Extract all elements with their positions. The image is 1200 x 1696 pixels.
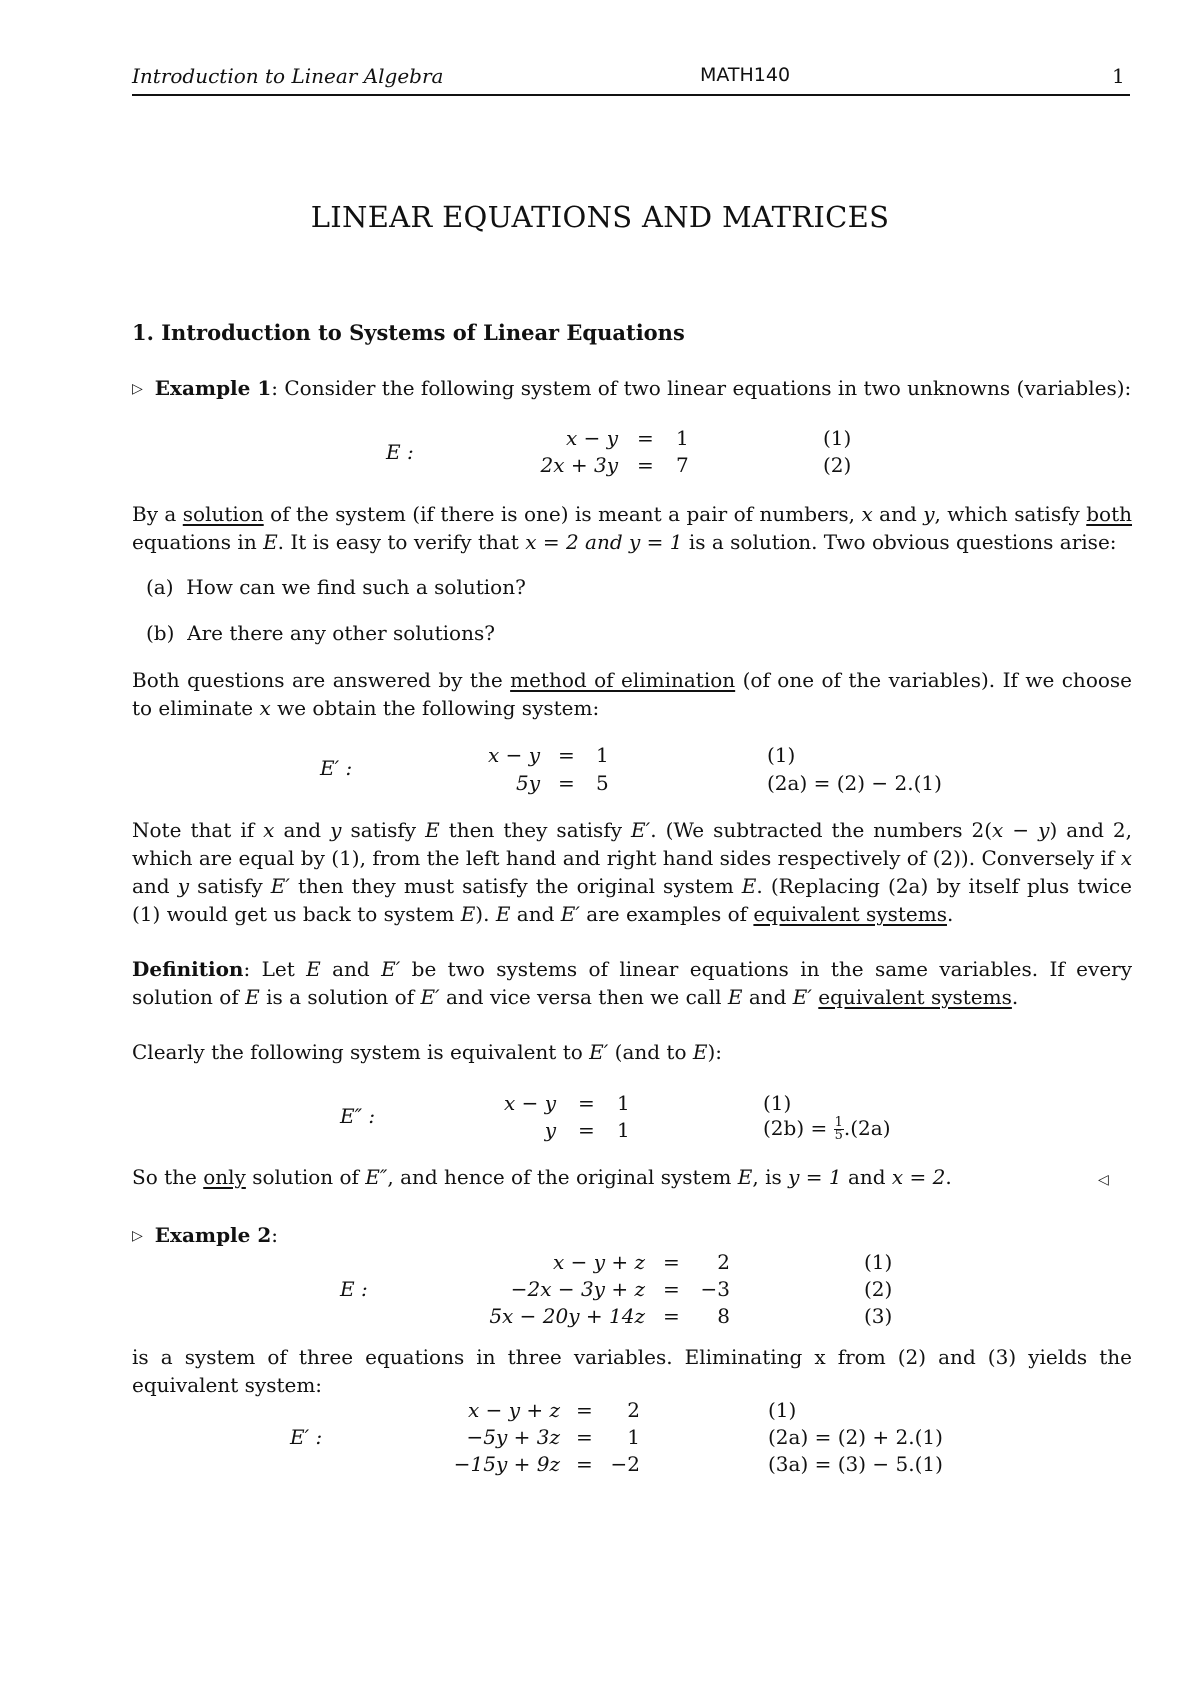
equation-tag: (2a) = (2) + 2.(1) bbox=[768, 1425, 943, 1449]
example-marker-icon: ▷ bbox=[132, 1228, 143, 1244]
equation-tag: (2b) = $\frac{1}{5}$ .(2a) bbox=[763, 1115, 891, 1143]
fraction: $\frac{1}{5}$ bbox=[834, 1115, 843, 1143]
definition-label: Definition bbox=[132, 957, 244, 981]
equation-tag: (2) bbox=[864, 1277, 893, 1301]
equals-sign: = bbox=[663, 1250, 680, 1274]
equation-lhs: −5y + 3z bbox=[466, 1425, 560, 1449]
equation-rhs: −2 bbox=[610, 1452, 640, 1476]
equals-sign: = bbox=[576, 1425, 593, 1449]
equation-lhs: 2x + 3y bbox=[540, 453, 618, 477]
equals-sign: = bbox=[663, 1277, 680, 1301]
note-paragraph: Note that if x and y satisfy E then they satisfy E′. (We subtracted the numbers 2(x − y) and 2, which are equal by (1), from the left hand and right hand sides respectively of (2)). Conversely if x and y satisfy E′ then they must satisfy the original system E. (Replacing (2a) by itself plus twice (1) would get us back to system E). E and E′ are examples of equivalent systems. bbox=[132, 818, 1132, 926]
example2-text: is a system of three equations in three variables. Eliminating x from (2) and (3) yields the equivalent system: bbox=[132, 1345, 1132, 1397]
equation-rhs: 1 bbox=[676, 426, 689, 450]
page-title: LINEAR EQUATIONS AND MATRICES bbox=[310, 200, 890, 234]
equals-sign: = bbox=[663, 1304, 680, 1328]
equals-sign: = bbox=[637, 426, 654, 450]
solution-paragraph: By a solution of the system (if there is one) is meant a pair of numbers, x and y, which satisfy both equations in E. It is easy to verify that x = 2 and y = 1 is a solution. Two obvious questions arise: bbox=[132, 502, 1132, 554]
equation-rhs: 1 bbox=[596, 743, 609, 767]
question-b: (b) Are there any other solutions? bbox=[146, 621, 495, 645]
equation-lhs: −2x − 3y + z bbox=[510, 1277, 645, 1301]
example2-heading: ▷ Example 2: bbox=[132, 1223, 279, 1247]
equation-tag: (1) bbox=[763, 1091, 792, 1115]
equation-tag: (2a) = (2) − 2.(1) bbox=[767, 771, 942, 795]
equals-sign: = bbox=[558, 743, 575, 767]
equation-tag: (1) bbox=[768, 1398, 797, 1422]
elimination-paragraph: Both questions are answered by the method of elimination (of one of the variables). If we choose to eliminate x we obtain the following system: bbox=[132, 668, 1132, 720]
definition-paragraph: Definition: Let E and E′ be two systems of linear equations in the same variables. If every solution of E is a solution of E′ and vice versa then we call E and E′ equivalent systems. bbox=[132, 957, 1133, 1009]
equation-tag: (3) bbox=[864, 1304, 893, 1328]
equals-sign: = bbox=[558, 771, 575, 795]
equation-tag: (1) bbox=[823, 426, 852, 450]
equation-lhs: x − y + z bbox=[467, 1398, 560, 1422]
equation-lhs: x − y bbox=[487, 743, 540, 767]
conclusion-sentence: So the only solution of E″, and hence of the original system E, is y = 1 and x = 2. bbox=[132, 1165, 952, 1189]
equation-rhs: 1 bbox=[627, 1425, 640, 1449]
header-course-title: Introduction to Linear Algebra bbox=[132, 64, 444, 88]
header-page-number: 1 bbox=[1112, 64, 1125, 88]
equation-tag: (1) bbox=[767, 743, 796, 767]
example1-intro: ▷ Example 1: Consider the following system of two linear equations in two unknowns (variables): bbox=[132, 376, 1132, 400]
equation-rhs: −3 bbox=[700, 1277, 730, 1301]
equation-rhs: 7 bbox=[676, 453, 689, 477]
equals-sign: = bbox=[637, 453, 654, 477]
equation-tag: (1) bbox=[864, 1250, 893, 1274]
equation-rhs: 2 bbox=[717, 1250, 730, 1274]
equation-rhs: 1 bbox=[617, 1118, 630, 1142]
equation-rhs: 2 bbox=[627, 1398, 640, 1422]
example-marker-icon: ▷ bbox=[132, 381, 143, 397]
header-course-code: MATH140 bbox=[700, 64, 791, 86]
equation-lhs: −15y + 9z bbox=[453, 1452, 560, 1476]
equals-sign: = bbox=[578, 1118, 595, 1142]
header-rule bbox=[132, 94, 1130, 96]
system-name: E″ : bbox=[340, 1104, 376, 1128]
equation-lhs: 5x − 20y + 14z bbox=[489, 1304, 645, 1328]
equation-rhs: 5 bbox=[596, 771, 609, 795]
example1-label: Example 1 bbox=[154, 376, 272, 400]
end-marker-icon: ◁ bbox=[1098, 1172, 1109, 1188]
system-name: E′ : bbox=[290, 1425, 323, 1449]
equation-lhs: x − y + z bbox=[552, 1250, 645, 1274]
equation-tag: (3a) = (3) − 5.(1) bbox=[768, 1452, 943, 1476]
equals-sign: = bbox=[578, 1091, 595, 1115]
example2-label: Example 2 bbox=[154, 1223, 272, 1247]
equation-rhs: 8 bbox=[717, 1304, 730, 1328]
equation-lhs: 5y bbox=[515, 771, 540, 795]
equation-lhs: x − y bbox=[503, 1091, 556, 1115]
system-name: E : bbox=[386, 440, 414, 464]
section-heading: 1. Introduction to Systems of Linear Equations bbox=[132, 320, 685, 345]
equation-lhs: y bbox=[544, 1118, 556, 1142]
clearly-sentence: Clearly the following system is equivalent to E′ (and to E): bbox=[132, 1040, 722, 1064]
system-name: E′ : bbox=[320, 756, 353, 780]
equals-sign: = bbox=[576, 1398, 593, 1422]
question-a: (a) How can we find such a solution? bbox=[146, 575, 526, 599]
equation-rhs: 1 bbox=[617, 1091, 630, 1115]
equals-sign: = bbox=[576, 1452, 593, 1476]
equation-lhs: x − y bbox=[565, 426, 618, 450]
equation-tag: (2) bbox=[823, 453, 852, 477]
system-name: E : bbox=[340, 1277, 368, 1301]
